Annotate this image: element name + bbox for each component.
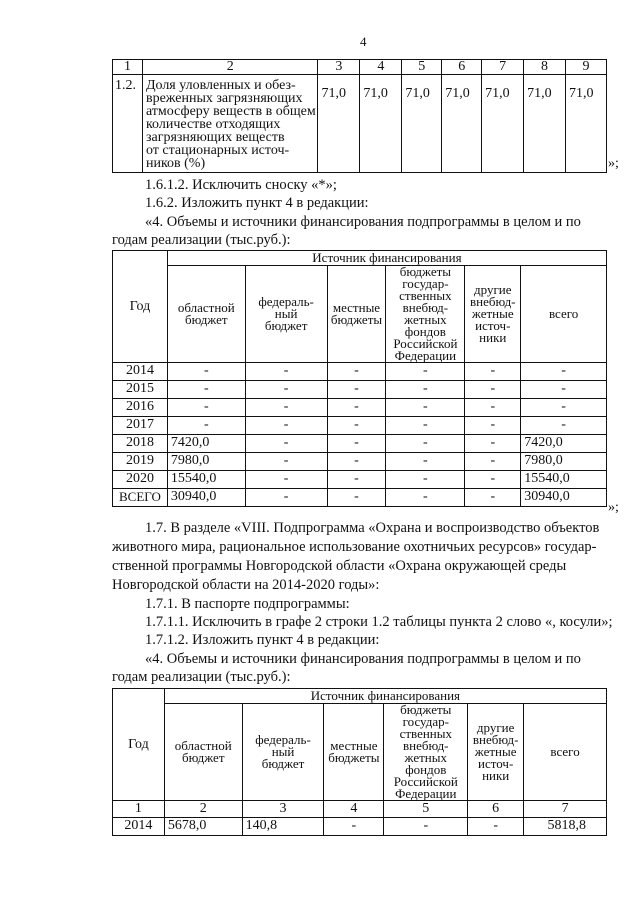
- regional-budget-header: областной бюджет: [167, 266, 245, 363]
- col-number-cell: 1: [113, 801, 165, 818]
- federal-cell: 140,8: [242, 818, 324, 836]
- table-row: [113, 435, 607, 453]
- regional-cell: 7420,0: [167, 435, 245, 453]
- other-sources-header: другие внебюд- жетные источ- ники: [465, 266, 521, 363]
- closing-quote: »;: [608, 500, 619, 515]
- table-row: [113, 818, 607, 836]
- paragraph: «4. Объемы и источники финансирования подпрограммы в целом и по: [145, 214, 581, 230]
- year-header: Год: [113, 251, 168, 363]
- closing-quote: »;: [608, 156, 619, 171]
- col-number-cell: 2: [142, 60, 318, 75]
- paragraph: 1.7. В разделе «VIII. Подпрограмма «Охрана и воспроизводство объектов: [145, 520, 600, 536]
- col-number-cell: 1: [113, 60, 143, 75]
- total-cell: -: [521, 399, 607, 417]
- year-header: Год: [113, 689, 165, 801]
- indicator-row: [113, 75, 607, 173]
- offbudget-cell: -: [386, 417, 465, 435]
- paragraph: животного мира, рациональное использование охотничьих ресурсов» государ-: [112, 539, 597, 555]
- regional-cell: -: [167, 399, 245, 417]
- value-cell: 71,0: [566, 75, 607, 173]
- financing-table-2: [112, 688, 607, 836]
- year-cell: 2016: [113, 399, 168, 417]
- total-cell: -: [521, 381, 607, 399]
- column-number-row: [113, 801, 607, 818]
- total-header: всего: [521, 266, 607, 363]
- local-cell: -: [327, 471, 386, 489]
- federal-budget-header: федераль- ный бюджет: [242, 704, 324, 801]
- value-cell: 71,0: [524, 75, 566, 173]
- paragraph: годам реализации (тыс.руб.):: [112, 232, 291, 248]
- row-number: 1.2.: [113, 75, 143, 173]
- paragraph: «4. Объемы и источники финансирования подпрограммы в целом и по: [145, 651, 581, 667]
- year-cell: 2019: [113, 453, 168, 471]
- col-number-cell: 9: [566, 60, 607, 75]
- indicator-label: Доля уловленных и обез- вреженных загрязняющих атмосферу веществ в общем количестве отходящих загрязняющих веществ от стационарных источ- ников (%): [142, 75, 318, 173]
- col-number-cell: 3: [318, 60, 360, 75]
- local-cell: -: [327, 435, 386, 453]
- local-cell: -: [324, 818, 384, 836]
- other-cell: -: [465, 471, 521, 489]
- paragraph: Новгородской области на 2014-2020 годы»:: [112, 577, 380, 593]
- source-header: Источник финансирования: [167, 251, 606, 266]
- value-cell: 71,0: [402, 75, 442, 173]
- year-cell: 2017: [113, 417, 168, 435]
- total-cell: 30940,0: [521, 489, 607, 507]
- other-cell: -: [465, 489, 521, 507]
- local-cell: -: [327, 489, 386, 507]
- year-cell: 2015: [113, 381, 168, 399]
- paragraph: ственной программы Новгородской области «Охрана окружающей среды: [112, 558, 567, 574]
- federal-cell: -: [245, 399, 327, 417]
- col-number-cell: 6: [468, 801, 524, 818]
- local-cell: -: [327, 417, 386, 435]
- table-row: [113, 363, 607, 381]
- local-budget-header: местные бюджеты: [324, 704, 384, 801]
- regional-budget-header: областной бюджет: [164, 704, 242, 801]
- table-row: [113, 471, 607, 489]
- federal-cell: -: [245, 453, 327, 471]
- year-cell: 2018: [113, 435, 168, 453]
- financing-table: [112, 250, 607, 507]
- col-number-cell: 7: [482, 60, 524, 75]
- paragraph: 1.7.1.2. Изложить пункт 4 в редакции:: [145, 632, 380, 648]
- other-sources-header: другие внебюд- жетные источ- ники: [468, 704, 524, 801]
- year-cell: 2020: [113, 471, 168, 489]
- local-cell: -: [327, 453, 386, 471]
- regional-cell: 30940,0: [167, 489, 245, 507]
- total-header: всего: [524, 704, 607, 801]
- federal-cell: -: [245, 489, 327, 507]
- federal-cell: -: [245, 417, 327, 435]
- federal-cell: -: [245, 363, 327, 381]
- header-row: [113, 704, 607, 801]
- federal-cell: -: [245, 381, 327, 399]
- regional-cell: 15540,0: [167, 471, 245, 489]
- offbudget-cell: -: [386, 399, 465, 417]
- value-cell: 71,0: [442, 75, 482, 173]
- table-row: [113, 399, 607, 417]
- indicator-header-row: [113, 60, 607, 75]
- other-cell: -: [465, 417, 521, 435]
- col-number-cell: 6: [442, 60, 482, 75]
- table-row: [113, 381, 607, 399]
- other-cell: -: [465, 381, 521, 399]
- indicator-table: [112, 59, 607, 173]
- total-cell: 15540,0: [521, 471, 607, 489]
- col-number-cell: 4: [360, 60, 402, 75]
- offbudget-cell: -: [386, 435, 465, 453]
- other-cell: -: [465, 435, 521, 453]
- offbudget-cell: -: [386, 489, 465, 507]
- local-cell: -: [327, 381, 386, 399]
- offbudget-funds-header: бюджеты государ- ственных внебюд- жетных фондов Российской Федерации: [386, 266, 465, 363]
- regional-cell: -: [167, 381, 245, 399]
- regional-cell: 5678,0: [164, 818, 242, 836]
- other-cell: -: [465, 453, 521, 471]
- other-cell: -: [465, 363, 521, 381]
- col-number-cell: 2: [164, 801, 242, 818]
- local-cell: -: [327, 399, 386, 417]
- table-row: [113, 489, 607, 507]
- paragraph: 1.7.1. В паспорте подпрограммы:: [145, 596, 350, 612]
- page-number: 4: [360, 34, 367, 49]
- federal-cell: -: [245, 471, 327, 489]
- federal-budget-header: федераль- ный бюджет: [245, 266, 327, 363]
- year-cell: 2014: [113, 363, 168, 381]
- value-cell: 71,0: [318, 75, 360, 173]
- header-row: [113, 266, 607, 363]
- offbudget-cell: -: [386, 471, 465, 489]
- offbudget-cell: -: [386, 381, 465, 399]
- year-cell: ВСЕГО: [113, 489, 168, 507]
- offbudget-cell: -: [384, 818, 468, 836]
- paragraph: 1.7.1.1. Исключить в графе 2 строки 1.2 таблицы пункта 2 слово «, косули»;: [145, 614, 613, 630]
- total-cell: 7980,0: [521, 453, 607, 471]
- col-number-cell: 3: [242, 801, 324, 818]
- paragraph: 1.6.1.2. Исключить сноску «*»;: [145, 177, 337, 193]
- table-row: [113, 417, 607, 435]
- offbudget-cell: -: [386, 453, 465, 471]
- other-cell: -: [468, 818, 524, 836]
- value-cell: 71,0: [482, 75, 524, 173]
- federal-cell: -: [245, 435, 327, 453]
- regional-cell: -: [167, 417, 245, 435]
- col-number-cell: 5: [384, 801, 468, 818]
- regional-cell: 7980,0: [167, 453, 245, 471]
- year-cell: 2014: [113, 818, 165, 836]
- total-cell: -: [521, 363, 607, 381]
- source-header: Источник финансирования: [164, 689, 606, 704]
- total-cell: 7420,0: [521, 435, 607, 453]
- col-number-cell: 7: [524, 801, 607, 818]
- col-number-cell: 8: [524, 60, 566, 75]
- local-cell: -: [327, 363, 386, 381]
- value-cell: 71,0: [360, 75, 402, 173]
- total-cell: -: [521, 417, 607, 435]
- other-cell: -: [465, 399, 521, 417]
- regional-cell: -: [167, 363, 245, 381]
- table-row: [113, 453, 607, 471]
- paragraph: 1.6.2. Изложить пункт 4 в редакции:: [145, 195, 369, 211]
- offbudget-cell: -: [386, 363, 465, 381]
- offbudget-funds-header: бюджеты государ- ственных внебюд- жетных фондов Российской Федерации: [384, 704, 468, 801]
- total-cell: 5818,8: [524, 818, 607, 836]
- paragraph: годам реализации (тыс.руб.):: [112, 669, 291, 685]
- local-budget-header: местные бюджеты: [327, 266, 386, 363]
- col-number-cell: 4: [324, 801, 384, 818]
- col-number-cell: 5: [402, 60, 442, 75]
